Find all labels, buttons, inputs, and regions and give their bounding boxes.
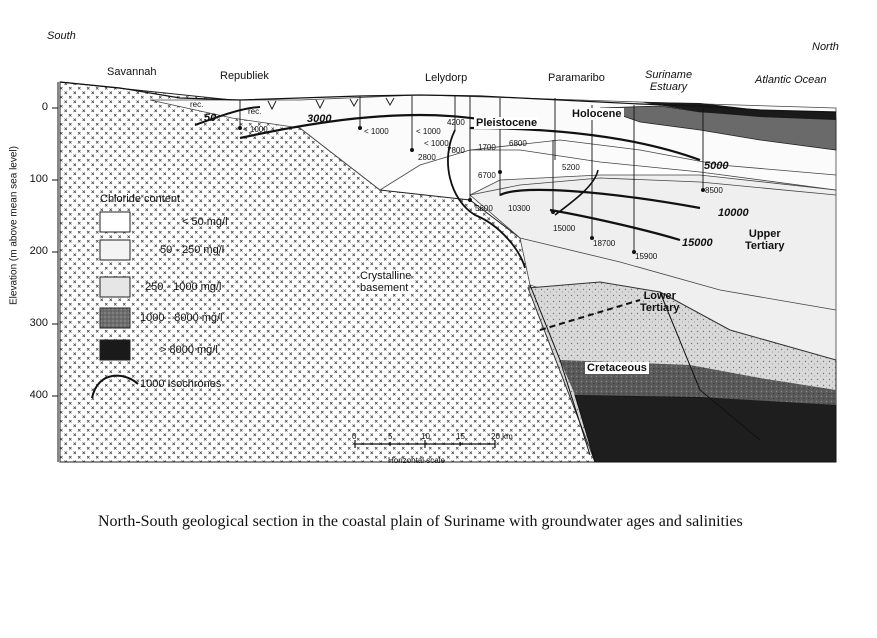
location-atlantic-ocean: Atlantic Ocean bbox=[755, 74, 827, 86]
isochrone-3000-label: 3000 bbox=[307, 113, 332, 125]
sample-6800: 6800 bbox=[509, 139, 527, 148]
y-tick-100: 100 bbox=[29, 173, 48, 185]
sample-2800: 2800 bbox=[418, 153, 436, 162]
scale-tick-15: 15 bbox=[456, 432, 465, 441]
legend-swatch-4 bbox=[100, 308, 130, 328]
scale-tick-0: 0 bbox=[352, 432, 357, 441]
scale-label: Horizontal scale bbox=[388, 456, 445, 465]
unit-pleistocene: Pleistocene bbox=[476, 117, 538, 129]
sample-5600: 5600 bbox=[475, 204, 493, 213]
y-tick-400: 400 bbox=[29, 389, 48, 401]
legend-isochrones-label: 1000 Isochrones bbox=[140, 378, 222, 390]
isochrone-5000-label: 5000 bbox=[704, 160, 729, 172]
isochrone-10000-label: 10000 bbox=[718, 207, 749, 219]
sample-15900: 15900 bbox=[635, 252, 658, 261]
sample-rec-2: rec. bbox=[248, 107, 262, 116]
y-tick-200: 200 bbox=[29, 245, 48, 257]
legend-swatch-3 bbox=[100, 277, 130, 297]
sample-4200: 4200 bbox=[447, 118, 465, 127]
sample-5200: 5200 bbox=[562, 163, 580, 172]
isochrone-50-label: 50 bbox=[204, 112, 217, 124]
y-tick-300: 300 bbox=[29, 317, 48, 329]
y-axis-label: Elevation (m above mean sea level) bbox=[8, 146, 20, 305]
scale-tick-10: 10 bbox=[421, 432, 430, 441]
location-savannah: Savannah bbox=[107, 66, 157, 78]
location-lelydorp: Lelydorp bbox=[425, 72, 468, 84]
sample-1700: 1700 bbox=[478, 143, 496, 152]
unit-holocene: Holocene bbox=[572, 108, 622, 120]
unit-upper-tertiary: Upper Tertiary bbox=[745, 228, 785, 252]
figure-caption: North-South geological section in the coastal plain of Suriname with groundwater ages and salinities bbox=[98, 513, 743, 530]
cretaceous-dark-zone bbox=[575, 395, 836, 462]
sample-18700: 18700 bbox=[593, 239, 616, 248]
location-republiek: Republiek bbox=[220, 70, 269, 82]
sample-lt1000-d: < 1000 bbox=[424, 139, 449, 148]
sample-8500: 8500 bbox=[705, 186, 723, 195]
location-suriname-estuary: Suriname Estuary bbox=[645, 69, 693, 93]
location-paramaribo: Paramaribo bbox=[548, 72, 605, 84]
isochrone-15000-label: 15000 bbox=[682, 237, 713, 249]
legend-label-4: 1000 - 8000 mg/l bbox=[140, 312, 223, 324]
scale-tick-20: 20 km bbox=[491, 432, 513, 441]
sample-lt1000-a: < 1000 bbox=[243, 125, 268, 134]
sample-rec-1: rec. bbox=[190, 100, 204, 109]
legend-label-5: > 8000 mg/l bbox=[160, 344, 218, 356]
legend-label-2: 50 - 250 mg/l bbox=[160, 244, 225, 256]
legend-swatch-1 bbox=[100, 212, 130, 232]
legend-label-1: < 50 mg/l bbox=[182, 216, 228, 228]
unit-cretaceous: Cretaceous bbox=[587, 362, 647, 374]
north-label: North bbox=[812, 41, 839, 53]
unit-lower-tertiary: Lower Tertiary bbox=[640, 290, 680, 314]
sample-15000: 15000 bbox=[553, 224, 576, 233]
south-label: South bbox=[47, 30, 76, 42]
legend-label-3: 250 - 1000 mg/l bbox=[145, 281, 222, 293]
legend-swatch-5 bbox=[100, 340, 130, 360]
sample-lt1000-b: < 1000 bbox=[364, 127, 389, 136]
sample-lt1000-c: < 1000 bbox=[416, 127, 441, 136]
sample-6700: 6700 bbox=[478, 171, 496, 180]
unit-crystalline-basement: Crystalline basement bbox=[360, 270, 412, 294]
legend-swatch-2 bbox=[100, 240, 130, 260]
scale-tick-5: 5 bbox=[388, 432, 393, 441]
sample-10300: 10300 bbox=[508, 204, 531, 213]
y-tick-0: 0 bbox=[41, 101, 48, 113]
sample-7800: 7800 bbox=[447, 146, 465, 155]
legend-title: Chloride content bbox=[100, 193, 181, 205]
y-axis-line bbox=[52, 82, 58, 462]
